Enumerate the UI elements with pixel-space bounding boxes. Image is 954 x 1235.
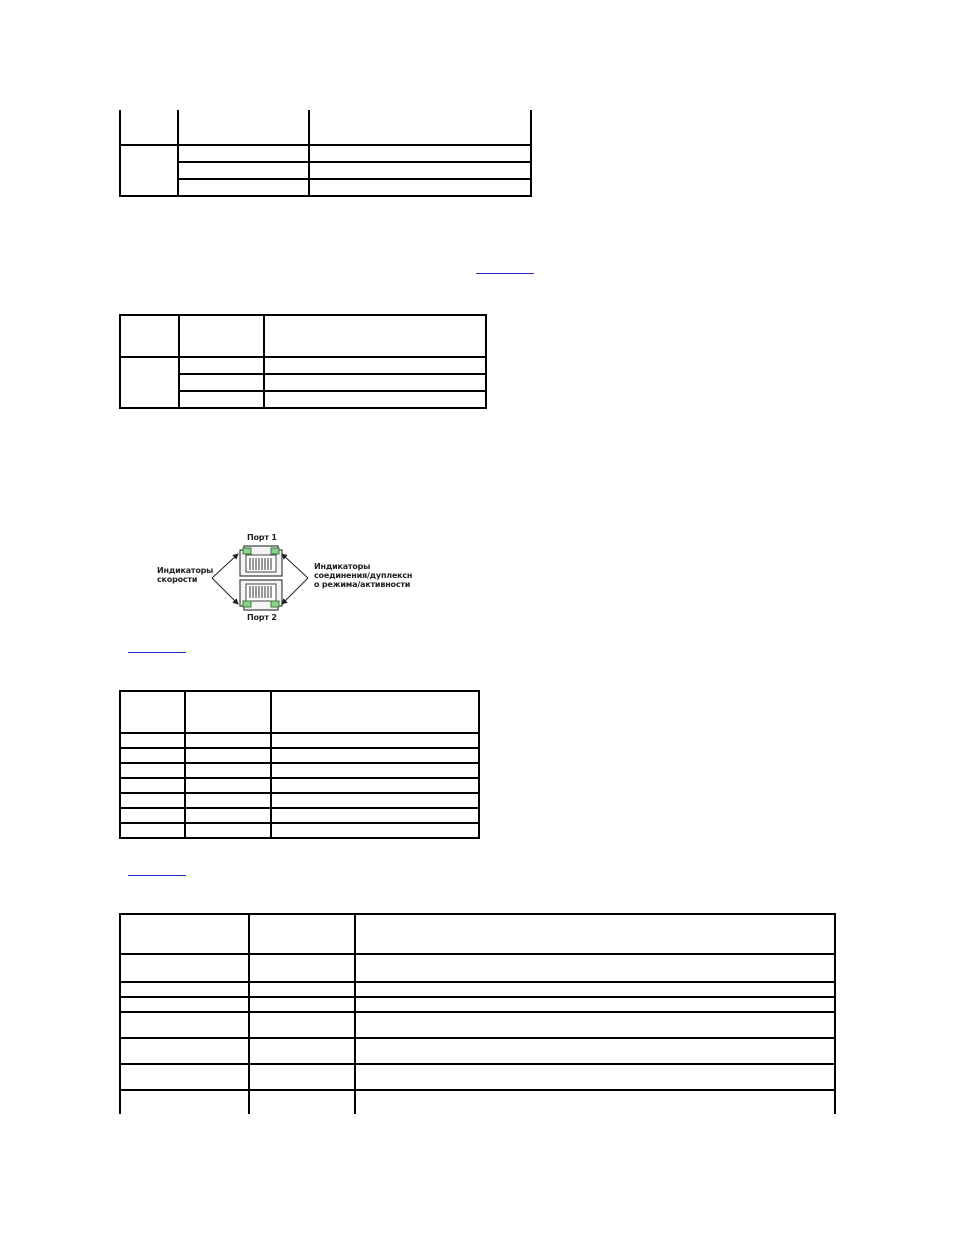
- table-cell: [178, 162, 309, 179]
- table-row: [120, 763, 479, 778]
- table-cell: [309, 145, 531, 162]
- table-row: [120, 179, 531, 196]
- table-cell: [271, 808, 479, 823]
- table-cell: [249, 1038, 355, 1064]
- link-label-line: Индикаторы: [314, 562, 371, 571]
- table-cell: [185, 793, 271, 808]
- table-cell: [309, 162, 531, 179]
- table-cell: [355, 982, 835, 997]
- table-cell: [179, 391, 264, 408]
- table-cell: [185, 763, 271, 778]
- table-cell: [120, 778, 185, 793]
- table-cell: [120, 315, 179, 357]
- table-cell: [309, 110, 531, 145]
- table-cell: [355, 997, 835, 1012]
- table-cell: [179, 315, 264, 357]
- table-1: [119, 110, 532, 197]
- table-cell: [185, 808, 271, 823]
- link-led-port-2: [271, 601, 279, 607]
- table-cell: [355, 1090, 835, 1114]
- table-cell: [178, 110, 309, 145]
- table-cell: [355, 1012, 835, 1038]
- speed-indicators-label: [157, 566, 213, 584]
- table-row: [120, 1090, 835, 1114]
- table-row: [120, 778, 479, 793]
- table-cell: [271, 793, 479, 808]
- table-cell: [271, 823, 479, 838]
- table-row: [120, 357, 486, 374]
- table-row: [120, 1012, 835, 1038]
- table-cell: [249, 982, 355, 997]
- table-4: [119, 913, 836, 1114]
- table-cell: [264, 315, 486, 357]
- link-label-line: соединения/дуплексн: [314, 571, 413, 580]
- table-cell: [264, 391, 486, 408]
- table-cell: [249, 954, 355, 982]
- table-cell: [120, 1064, 249, 1090]
- table-cell: [120, 763, 185, 778]
- table-row: [120, 808, 479, 823]
- table-cell: [120, 982, 249, 997]
- table-cell: [120, 1012, 249, 1038]
- table-cell: [355, 954, 835, 982]
- table-row: [120, 733, 479, 748]
- table-cell: [271, 778, 479, 793]
- speed-label-line: скорости: [157, 575, 198, 584]
- table-cell: [120, 145, 178, 196]
- table-cell: [249, 1090, 355, 1114]
- table-2: [119, 314, 487, 409]
- table-cell: [355, 1038, 835, 1064]
- table-cell: [249, 1064, 355, 1090]
- table-row: [120, 145, 531, 162]
- table-cell: [355, 914, 835, 954]
- table-cell: [264, 357, 486, 374]
- table-cell: [179, 374, 264, 391]
- table-cell: [271, 748, 479, 763]
- speed-arrows: [212, 554, 238, 604]
- table-cell: [178, 179, 309, 196]
- table-header-row: [120, 110, 531, 145]
- table-cell: [120, 691, 185, 733]
- figure-link[interactable]: [128, 652, 186, 653]
- table-3-link[interactable]: [128, 875, 186, 876]
- table-cell: [120, 1090, 249, 1114]
- table-cell: [120, 357, 179, 408]
- table-cell: [185, 748, 271, 763]
- table-cell: [355, 1064, 835, 1090]
- table-cell: [120, 823, 185, 838]
- speed-led-port-1: [243, 548, 251, 554]
- table-row: [120, 823, 479, 838]
- table-cell: [185, 691, 271, 733]
- table-cell: [120, 748, 185, 763]
- link-indicators-label: [314, 562, 412, 589]
- table-cell: [271, 691, 479, 733]
- table-cell: [185, 733, 271, 748]
- table-row: [120, 954, 835, 982]
- table-cell: [249, 997, 355, 1012]
- port-2-label: Порт 2: [247, 613, 277, 622]
- table-cell: [249, 1012, 355, 1038]
- table-cell: [179, 357, 264, 374]
- table-cell: [264, 374, 486, 391]
- table-cell: [120, 808, 185, 823]
- table-header-row: [120, 691, 479, 733]
- table-cell: [120, 1038, 249, 1064]
- link-led-port-1: [271, 548, 279, 554]
- table-3: [119, 690, 480, 839]
- table-cell: [309, 179, 531, 196]
- table-row: [120, 162, 531, 179]
- table-row: [120, 1038, 835, 1064]
- table-row: [120, 793, 479, 808]
- table-cell: [185, 823, 271, 838]
- link-label-line: о режима/активности: [314, 580, 411, 589]
- table-cell: [178, 145, 309, 162]
- table-cell: [185, 778, 271, 793]
- table-cell: [120, 733, 185, 748]
- table-cell: [120, 110, 178, 145]
- table-cell: [120, 997, 249, 1012]
- table-cell: [271, 733, 479, 748]
- table-cell: [249, 914, 355, 954]
- table-cell: [120, 954, 249, 982]
- table-row: [120, 1064, 835, 1090]
- table-cell: [271, 763, 479, 778]
- table-row: [120, 748, 479, 763]
- speed-label-line: Индикаторы: [157, 566, 214, 575]
- table-cell: [120, 793, 185, 808]
- table-row: [120, 982, 835, 997]
- table-header-row: [120, 315, 486, 357]
- port-1-label: Порт 1: [247, 533, 277, 542]
- speed-led-port-2: [243, 601, 251, 607]
- port-indicators-figure: [150, 528, 420, 628]
- table-row: [120, 997, 835, 1012]
- top-link[interactable]: [476, 273, 534, 274]
- table-header-row: [120, 914, 835, 954]
- link-arrows: [282, 554, 308, 604]
- table-cell: [120, 914, 249, 954]
